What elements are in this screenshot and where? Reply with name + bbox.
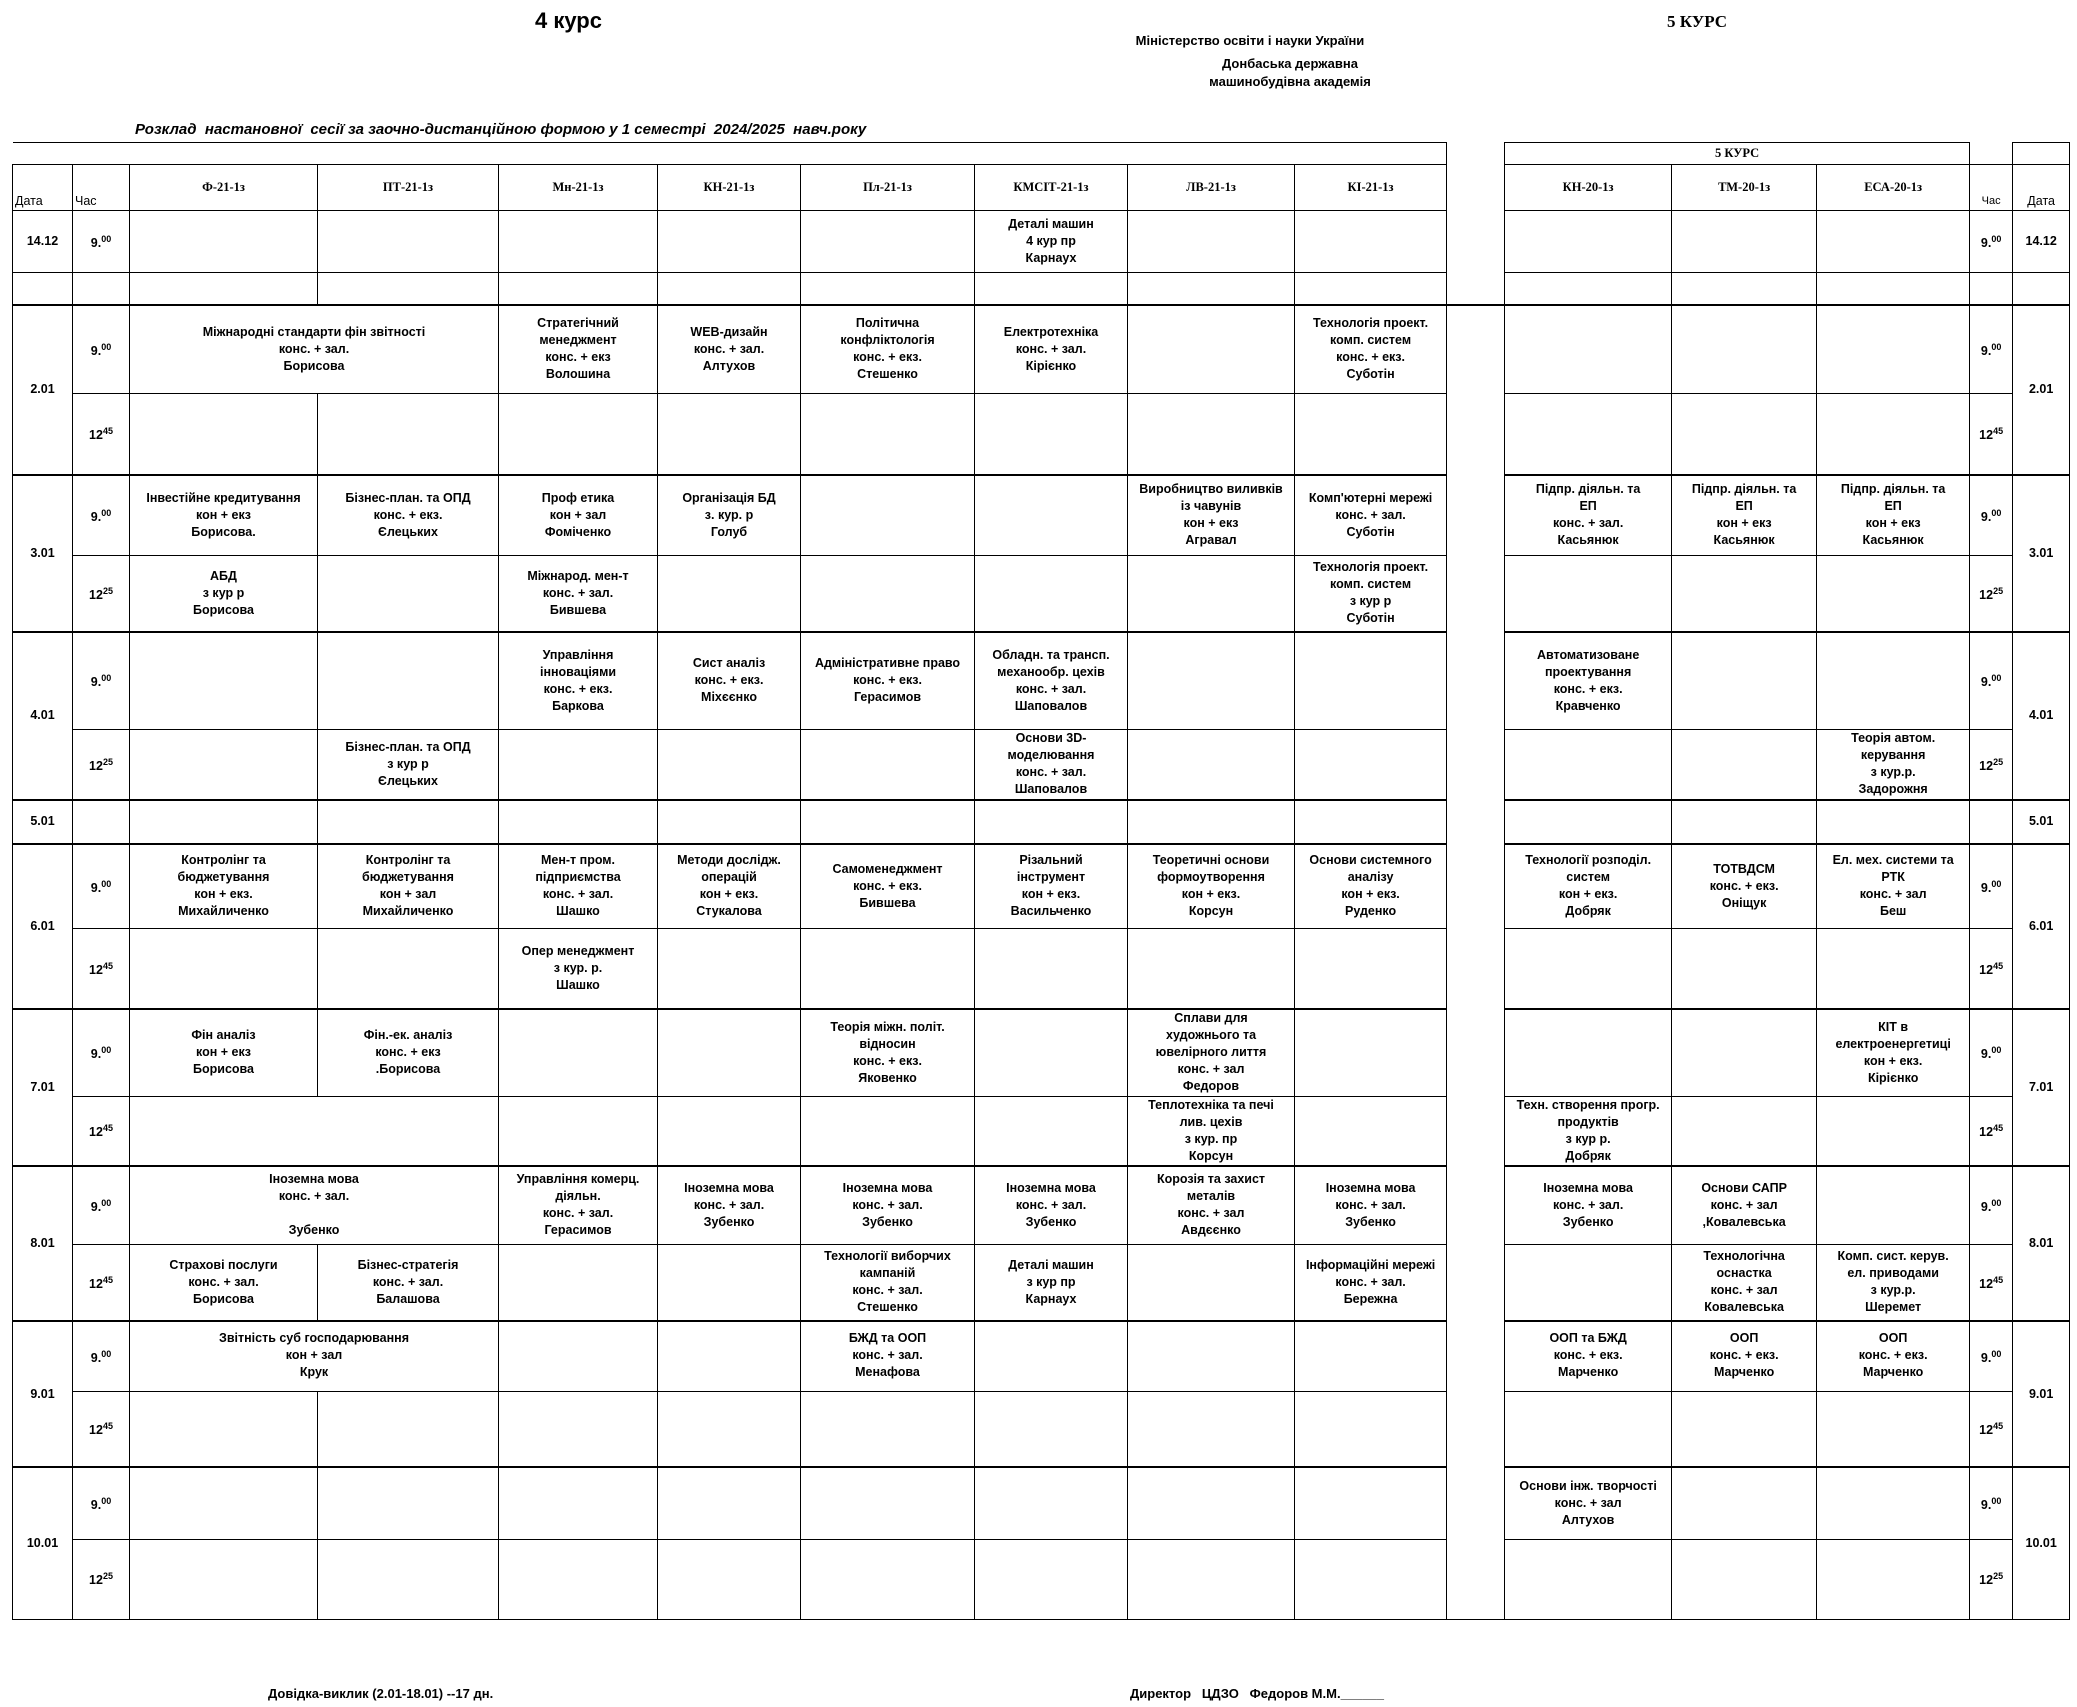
table-row — [13, 305, 2070, 394]
lesson-cell: Бізнес-план. та ОПД з кур р Єлецьких — [318, 730, 499, 800]
time-cell: 9.00 — [73, 1321, 130, 1391]
group-header: ПТ-21-1з — [318, 165, 499, 211]
time-cell: 9.00 — [73, 1467, 130, 1539]
lesson-cell: Управління інноваціями конс. + екз. Баркова — [499, 632, 658, 730]
date-cell: 4.01 — [13, 632, 73, 800]
table-row — [13, 556, 2070, 632]
date-cell: 3.01 — [13, 475, 73, 632]
table-row — [13, 211, 2070, 273]
time-cell: $12^{45}$ — [1970, 1391, 2013, 1467]
date-cell: 7.01 — [2013, 1009, 2070, 1167]
time-cell: 9.00 — [73, 1166, 130, 1244]
schedule-title: Розклад настановної сесії за заочно-дистанційною формою у 1 семестрі 2024/2025 навч.року — [135, 121, 867, 138]
time-cell: $12^{25}$ — [1970, 730, 2013, 800]
date-cell: 10.01 — [13, 1467, 73, 1619]
table-row — [13, 1244, 2070, 1321]
lesson-cell: Управління комерц. діяльн. конс. + зал. Герасимов — [499, 1166, 658, 1244]
time-cell: $12^{45}$ — [1970, 394, 2013, 475]
lesson-cell: Інвестійне кредитування кон + екз Борисова. — [130, 475, 318, 556]
date-cell: 2.01 — [13, 305, 73, 475]
lesson-cell: Технологія проект. комп. систем конс. + екз. Суботін — [1295, 305, 1447, 394]
course-5-label: 5 КУРС — [1505, 143, 1970, 165]
time-cell: 9.00 — [1970, 632, 2013, 730]
group-header: Ф-21-1з — [130, 165, 318, 211]
course-5-label-row — [13, 143, 2070, 165]
lesson-cell: Організація БД з. кур. р Голуб — [658, 475, 801, 556]
date-cell: 2.01 — [2013, 305, 2070, 475]
lesson-cell: Основи системного аналізу кон + екз. Руденко — [1295, 844, 1447, 929]
lesson-cell: Теорія автом. керування з кур.р. Задорожня — [1817, 730, 1970, 800]
time-cell: 9.00 — [1970, 844, 2013, 929]
date-cell: 10.01 — [2013, 1467, 2070, 1619]
course-4-heading: 4 курс — [535, 8, 602, 33]
header-time: Час — [73, 165, 130, 211]
lesson-cell: Основи 3D- моделювання конс. + зал. Шаповалов — [975, 730, 1128, 800]
lesson-cell: Інформаційні мережі конс. + зал. Бережна — [1295, 1244, 1447, 1321]
date-cell: 6.01 — [2013, 844, 2070, 1009]
lesson-cell: Самоменеджмент конс. + екз. Бившева — [801, 844, 975, 929]
lesson-cell: Основи інж. творчості конс. + зал Алтухов — [1505, 1467, 1672, 1539]
date-cell: 9.01 — [2013, 1321, 2070, 1467]
lesson-cell: Теоретичні основи формоутворення кон + екз. Корсун — [1128, 844, 1295, 929]
lesson-cell: Основи САПР конс. + зал ,Ковалевська — [1672, 1166, 1817, 1244]
time-cell: $12^{45}$ — [73, 394, 130, 475]
lesson-cell: Деталі машин 4 кур пр Карнаух — [975, 211, 1128, 273]
time-cell: 9.00 — [1970, 475, 2013, 556]
time-cell: $12^{45}$ — [73, 929, 130, 1009]
date-cell: 7.01 — [13, 1009, 73, 1167]
lesson-cell: Іноземна мова конс. + зал. Зубенко — [130, 1166, 499, 1244]
table-row — [13, 1391, 2070, 1467]
lesson-cell: Комп'ютерні мережі конс. + зал. Суботін — [1295, 475, 1447, 556]
lesson-cell: Політична конфліктологія конс. + екз. Стешенко — [801, 305, 975, 394]
date-cell: 14.12 — [2013, 211, 2070, 273]
lesson-cell: Стратегічний менеджмент конс. + екз Волошина — [499, 305, 658, 394]
lesson-cell: Деталі машин з кур пр Карнаух — [975, 1244, 1128, 1321]
group-header: КІ-21-1з — [1295, 165, 1447, 211]
time-cell: 9.00 — [1970, 1166, 2013, 1244]
time-cell: $12^{25}$ — [73, 556, 130, 632]
lesson-cell: ООП конс. + екз. Марченко — [1672, 1321, 1817, 1391]
date-cell: 8.01 — [2013, 1166, 2070, 1321]
time-cell: 9.00 — [73, 632, 130, 730]
group-header: Мн-21-1з — [499, 165, 658, 211]
lesson-cell: Мен-т пром. підприємства конс. + зал. Шашко — [499, 844, 658, 929]
time-cell: $12^{45}$ — [73, 1097, 130, 1167]
table-row — [13, 394, 2070, 475]
lesson-cell: Міжнародні стандарти фін звітності конс. + зал. Борисова — [130, 305, 499, 394]
lesson-cell: Корозія та захист металів конс. + зал Авдєєнко — [1128, 1166, 1295, 1244]
date-cell: 5.01 — [2013, 800, 2070, 844]
academy-line-1: Донбаська державна — [1222, 56, 1358, 71]
time-cell: 9.00 — [1970, 1467, 2013, 1539]
schedule-table — [12, 142, 2070, 1620]
table-row — [13, 730, 2070, 800]
lesson-cell: ООП та БЖД конс. + екз. Марченко — [1505, 1321, 1672, 1391]
lesson-cell: Іноземна мова конс. + зал. Зубенко — [1295, 1166, 1447, 1244]
lesson-cell: Проф етика кон + зал Фоміченко — [499, 475, 658, 556]
lesson-cell: Обладн. та трансп. механообр. цехів конс. + зал. Шаповалов — [975, 632, 1128, 730]
lesson-cell: АБД з кур р Борисова — [130, 556, 318, 632]
lesson-cell: ТОТВДСМ конс. + екз. Оніщук — [1672, 844, 1817, 929]
lesson-cell: Комп. сист. керув. ел. приводами з кур.р. Шеремет — [1817, 1244, 1970, 1321]
lesson-cell: КІТ в електроенергетиці кон + екз. Кірієнко — [1817, 1009, 1970, 1097]
lesson-cell: Контролінг та бюджетування кон + екз. Михайличенко — [130, 844, 318, 929]
time-cell: 9.00 — [1970, 1321, 2013, 1391]
lesson-cell: Техн. створення прогр. продуктів з кур р. Добряк — [1505, 1097, 1672, 1167]
lesson-cell: БЖД та ООП конс. + зал. Менафова — [801, 1321, 975, 1391]
group-header: Пл-21-1з — [801, 165, 975, 211]
time-cell: 9.00 — [73, 1009, 130, 1097]
table-row — [13, 1009, 2070, 1097]
lesson-cell: Контролінг та бюджетування кон + зал Михайличенко — [318, 844, 499, 929]
date-cell: 8.01 — [13, 1166, 73, 1321]
date-cell: 9.01 — [13, 1321, 73, 1467]
date-cell: 4.01 — [2013, 632, 2070, 800]
date-cell: 6.01 — [13, 844, 73, 1009]
lesson-cell: Іноземна мова конс. + зал. Зубенко — [658, 1166, 801, 1244]
header-date: Дата — [13, 165, 73, 211]
lesson-cell: Іноземна мова конс. + зал. Зубенко — [975, 1166, 1128, 1244]
course-5-heading: 5 КУРС — [1667, 12, 1728, 31]
ministry-name: Міністерство освіти і науки України — [1135, 33, 1365, 48]
group-header: КН-21-1з — [658, 165, 801, 211]
table-row — [13, 632, 2070, 730]
lesson-cell: Електротехніка конс. + зал. Кірієнко — [975, 305, 1128, 394]
date-cell: 5.01 — [13, 800, 73, 844]
table-row — [13, 844, 2070, 929]
academy-line-2: машинобудівна академія — [1209, 74, 1371, 89]
group-header: ЕСА-20-1з — [1817, 165, 1970, 211]
lesson-cell: Технологічна оснастка конс. + зал Ковалевська — [1672, 1244, 1817, 1321]
date-cell: 3.01 — [2013, 475, 2070, 632]
table-row — [13, 1539, 2070, 1619]
lesson-cell: Виробництво виливків із чавунів кон + екз Агравал — [1128, 475, 1295, 556]
lesson-cell: Адміністративне право конс. + екз. Герасимов — [801, 632, 975, 730]
group-header: ЛВ-21-1з — [1128, 165, 1295, 211]
table-row — [13, 1321, 2070, 1391]
footer-signature: Директор ЦДЗО Федоров М.М.______ — [1130, 1686, 1384, 1701]
lesson-cell: Ел. мех. системи та РТК конс. + зал Беш — [1817, 844, 1970, 929]
lesson-cell: Різальний інструмент кон + екз. Васильченко — [975, 844, 1128, 929]
time-cell: 9.00 — [73, 844, 130, 929]
time-cell: 9.00 — [1970, 211, 2013, 273]
lesson-cell: WEB-дизайн конс. + зал. Алтухов — [658, 305, 801, 394]
lesson-cell: Фін.-ек. аналіз конс. + екз .Борисова — [318, 1009, 499, 1097]
lesson-cell: Методи дослідж. операцій кон + екз. Стукалова — [658, 844, 801, 929]
time-cell: 9.00 — [1970, 305, 2013, 394]
table-row — [13, 1467, 2070, 1539]
lesson-cell: Іноземна мова конс. + зал. Зубенко — [801, 1166, 975, 1244]
time-cell: $12^{45}$ — [73, 1391, 130, 1467]
time-cell: $12^{25}$ — [1970, 1539, 2013, 1619]
time-cell: 9.00 — [73, 211, 130, 273]
header-date-right: Дата — [2013, 165, 2070, 211]
group-header: КМСІТ-21-1з — [975, 165, 1128, 211]
table-row — [13, 1097, 2070, 1167]
time-cell: $12^{45}$ — [1970, 1244, 2013, 1321]
lesson-cell: Сплави для художнього та ювелірного лиття конс. + зал Федоров — [1128, 1009, 1295, 1097]
date-cell: 14.12 — [13, 211, 73, 273]
table-row — [13, 1166, 2070, 1244]
lesson-cell: Бізнес-стратегія конс. + зал. Балашова — [318, 1244, 499, 1321]
lesson-cell: Технології розподіл. систем кон + екз. Добряк — [1505, 844, 1672, 929]
table-row — [13, 475, 2070, 556]
lesson-cell: Підпр. діяльн. та ЕП кон + екз Касьянюк — [1672, 475, 1817, 556]
time-cell: 9.00 — [73, 305, 130, 394]
time-cell: 9.00 — [73, 475, 130, 556]
lesson-cell: Теплотехніка та печі лив. цехів з кур. пр Корсун — [1128, 1097, 1295, 1167]
lesson-cell: Фін аналіз кон + екз Борисова — [130, 1009, 318, 1097]
table-row — [13, 929, 2070, 1009]
group-header: ТМ-20-1з — [1672, 165, 1817, 211]
lesson-cell: Опер менеджмент з кур. р. Шашко — [499, 929, 658, 1009]
header-time-right: Час — [1970, 165, 2013, 211]
lesson-cell: Підпр. діяльн. та ЕП конс. + зал. Касьянюк — [1505, 475, 1672, 556]
lesson-cell: Звітність суб господарювання кон + зал Крук — [130, 1321, 499, 1391]
time-cell: $12^{25}$ — [73, 730, 130, 800]
time-cell: $12^{45}$ — [1970, 1097, 2013, 1167]
time-cell: $12^{45}$ — [73, 1244, 130, 1321]
footer-note: Довідка-виклик (2.01-18.01) --17 дн. — [268, 1686, 494, 1701]
lesson-cell: Страхові послуги конс. + зал. Борисова — [130, 1244, 318, 1321]
academy-name — [1130, 55, 1450, 91]
table-row — [13, 800, 2070, 844]
table-header-row — [13, 165, 2070, 211]
lesson-cell: Автоматизоване проектування конс. + екз. Кравченко — [1505, 632, 1672, 730]
lesson-cell: Іноземна мова конс. + зал. Зубенко — [1505, 1166, 1672, 1244]
lesson-cell: Бізнес-план. та ОПД конс. + екз. Єлецьких — [318, 475, 499, 556]
time-cell: $12^{25}$ — [73, 1539, 130, 1619]
time-cell: $12^{25}$ — [1970, 556, 2013, 632]
lesson-cell: Міжнарод. мен-т конс. + зал. Бившева — [499, 556, 658, 632]
lesson-cell: Технології виборчих кампаній конс. + зал. Стешенко — [801, 1244, 975, 1321]
lesson-cell: Сист аналіз конс. + екз. Міхєєнко — [658, 632, 801, 730]
lesson-cell: Теорія міжн. політ. відносин конс. + екз. Яковенко — [801, 1009, 975, 1097]
time-cell: $12^{45}$ — [1970, 929, 2013, 1009]
time-cell: 9.00 — [1970, 1009, 2013, 1097]
table-row — [13, 273, 2070, 305]
lesson-cell: ООП конс. + екз. Марченко — [1817, 1321, 1970, 1391]
lesson-cell: Підпр. діяльн. та ЕП кон + екз Касьянюк — [1817, 475, 1970, 556]
group-header: КН-20-1з — [1505, 165, 1672, 211]
lesson-cell: Технологія проект. комп. систем з кур р Суботін — [1295, 556, 1447, 632]
